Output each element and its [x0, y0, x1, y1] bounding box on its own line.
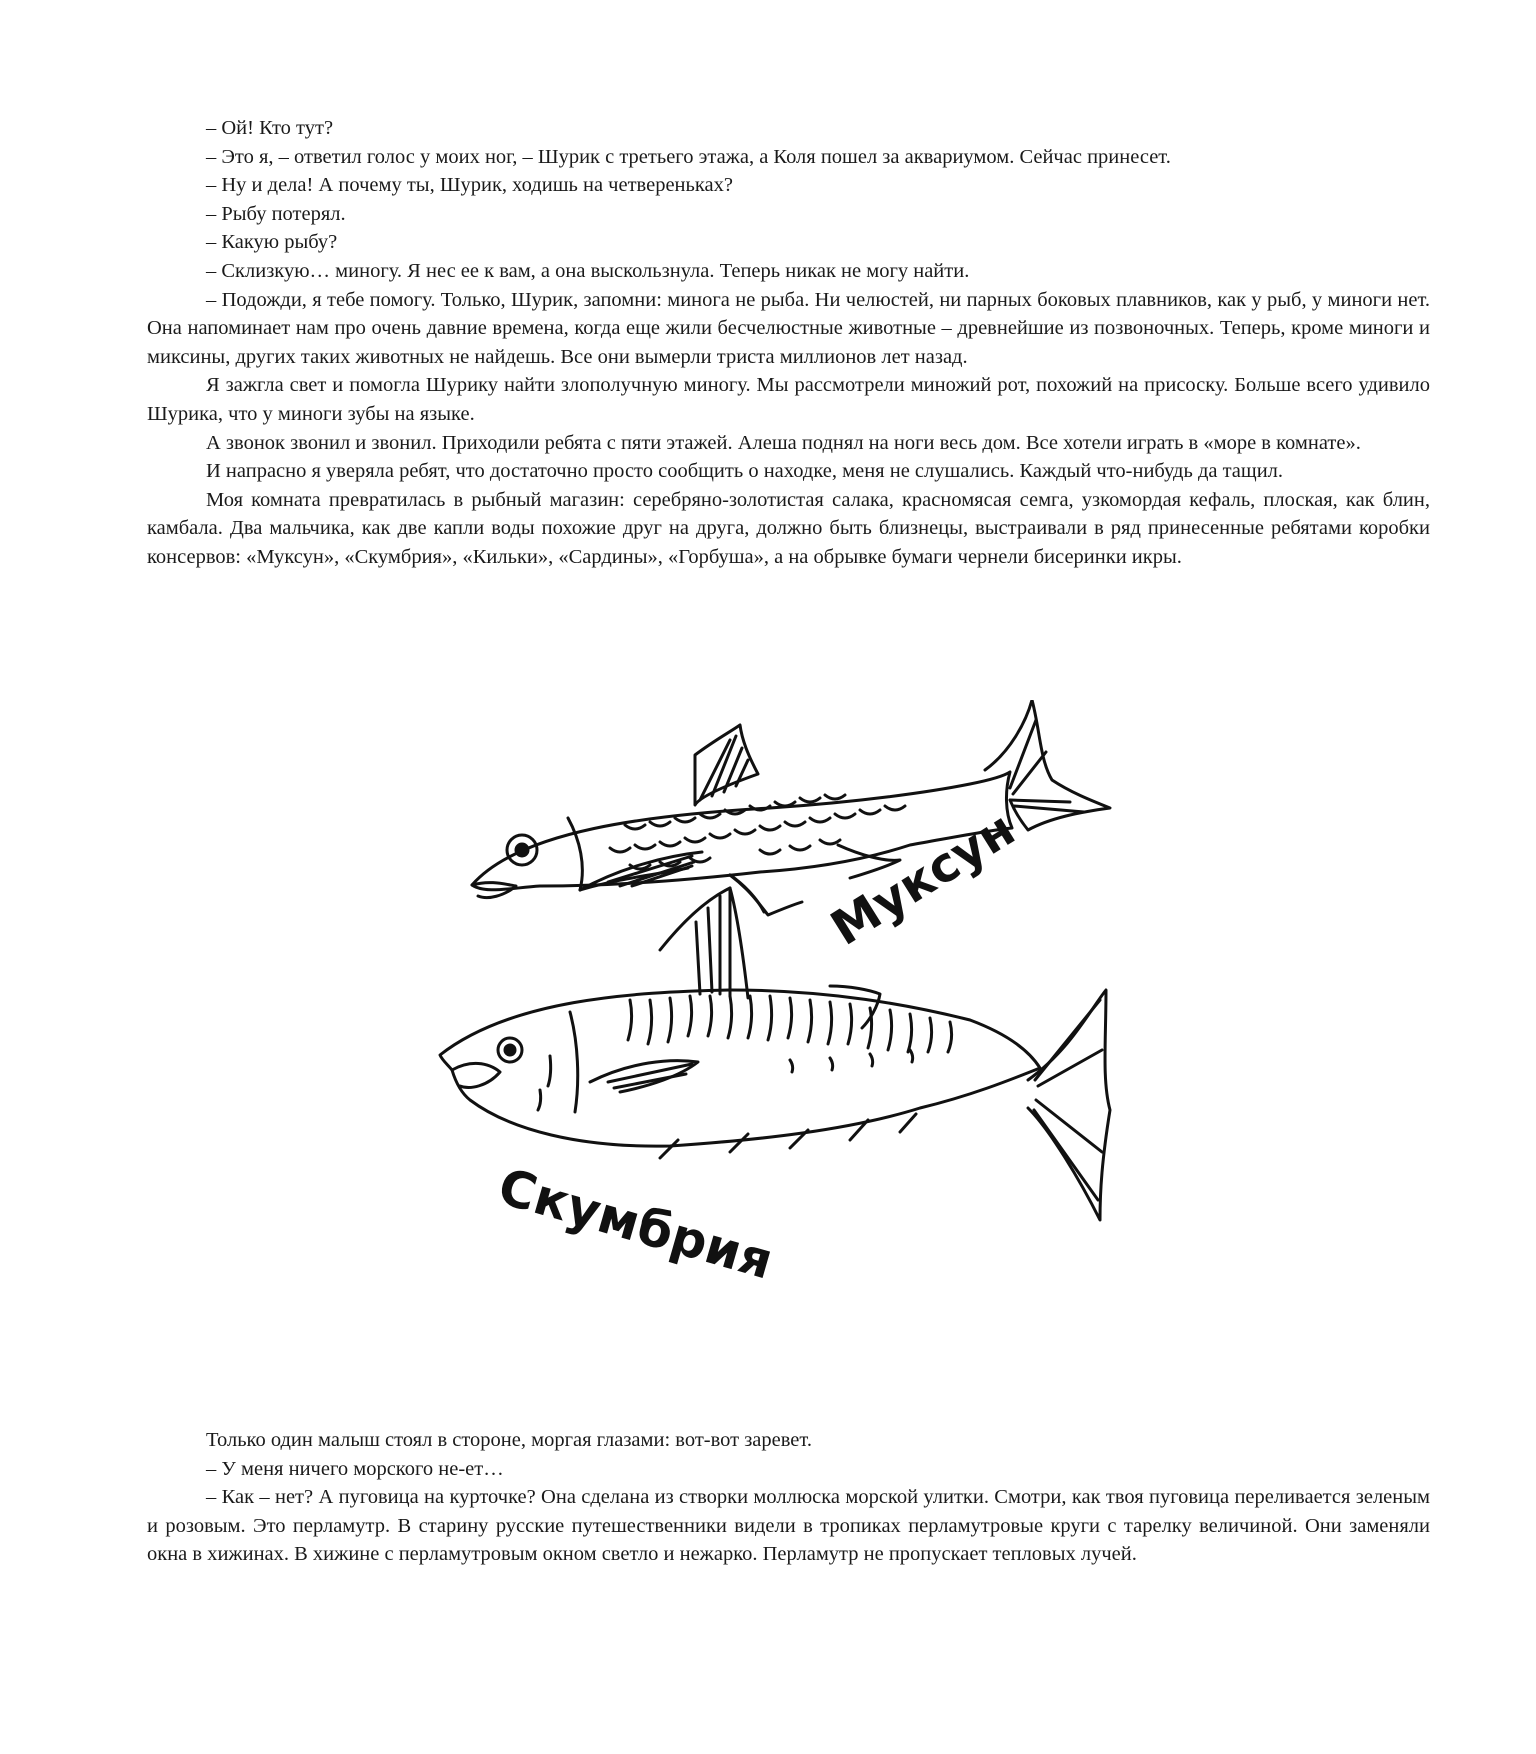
paragraph: – Склизкую… миногу. Я нес ее к вам, а она выскользнула. Теперь никак не могу найти. [206, 259, 970, 282]
paragraph: – Ну и дела! А почему ты, Шурик, ходишь на четвереньках? [206, 174, 733, 197]
muksun-label: Муксун [821, 800, 1025, 957]
paragraph: Я зажгла свет и помогла Шурику найти злополучную миногу. Мы рассмотрели миножий рот, похожий на присоску. Больше всего удивило Шурика, что у миноги зубы на языке. [147, 374, 1430, 425]
paragraph: А звонок звонил и звонил. Приходили ребята с пяти этажей. Алеша поднял на ноги весь дом. Все хотели играть в «море в комнате». [206, 431, 1361, 454]
text-block-bottom [147, 1426, 1430, 1569]
muksun-drawing [472, 700, 1110, 915]
paragraph: – Ой! Кто тут? [206, 117, 334, 139]
skumbria-label: Скумбрия [492, 1157, 780, 1291]
paragraph: – Какую рыбу? [206, 231, 338, 254]
paragraph: – Как – нет? А пуговица на курточке? Она сделана из створки моллюска морской улитки. Смотри, как твоя пуговица переливается зеленым и розовым. Это перламутр. В старину русские путешественники видели в тропиках перламутровые круги с тарелку величиной. Они заменяли окна в хижинах. В хижине с перламутровым окном светло и нежарко. Перламутр не пропускает тепловых лучей. [147, 1486, 1430, 1566]
text-block-top [147, 114, 1430, 572]
skumbria-stripes [538, 996, 952, 1110]
paragraph: – Рыбу потерял. [206, 202, 346, 225]
paragraph: – Это я, – ответил голос у моих ног, – Шурик с третьего этажа, а Коля пошел за аквариумом. Сейчас принесет. [206, 145, 1171, 168]
paragraph: И напрасно я уверяла ребят, что достаточно просто сообщить о находке, меня не слушались. Каждый что-нибудь да тащил. [206, 460, 1284, 483]
paragraph: Моя комната превратилась в рыбный магазин: серебряно-золотистая салака, красномясая семга, узкомордая кефаль, плоская, как блин, камбала. Два мальчика, как две капли воды похожие друг на друга, должно быть близнецы, выстраивали в ряд принесенные ребятами коробки консервов: «Муксун», «Скумбрия», «Кильки», «Сардины», «Горбуша», а на обрывке бумаги чернели бисеринки икры. [147, 488, 1430, 568]
fish-illustration [430, 700, 1210, 1400]
paragraph: Только один малыш стоял в стороне, моргая глазами: вот-вот заревет. [206, 1429, 812, 1451]
paragraph: – У меня ничего морского не-ет… [206, 1457, 504, 1480]
paragraph: – Подожди, я тебе помогу. Только, Шурик, запомни: минога не рыба. Ни челюстей, ни парных боковых плавников, как у рыб, у миноги нет. Она напоминает нам про очень давние времена, когда еще жили бесчелюстные животные – древнейшие из позвоночных. Теперь, кроме миноги и миксины, других таких животных не найдешь. Все они вымерли триста миллионов лет назад. [147, 288, 1430, 368]
